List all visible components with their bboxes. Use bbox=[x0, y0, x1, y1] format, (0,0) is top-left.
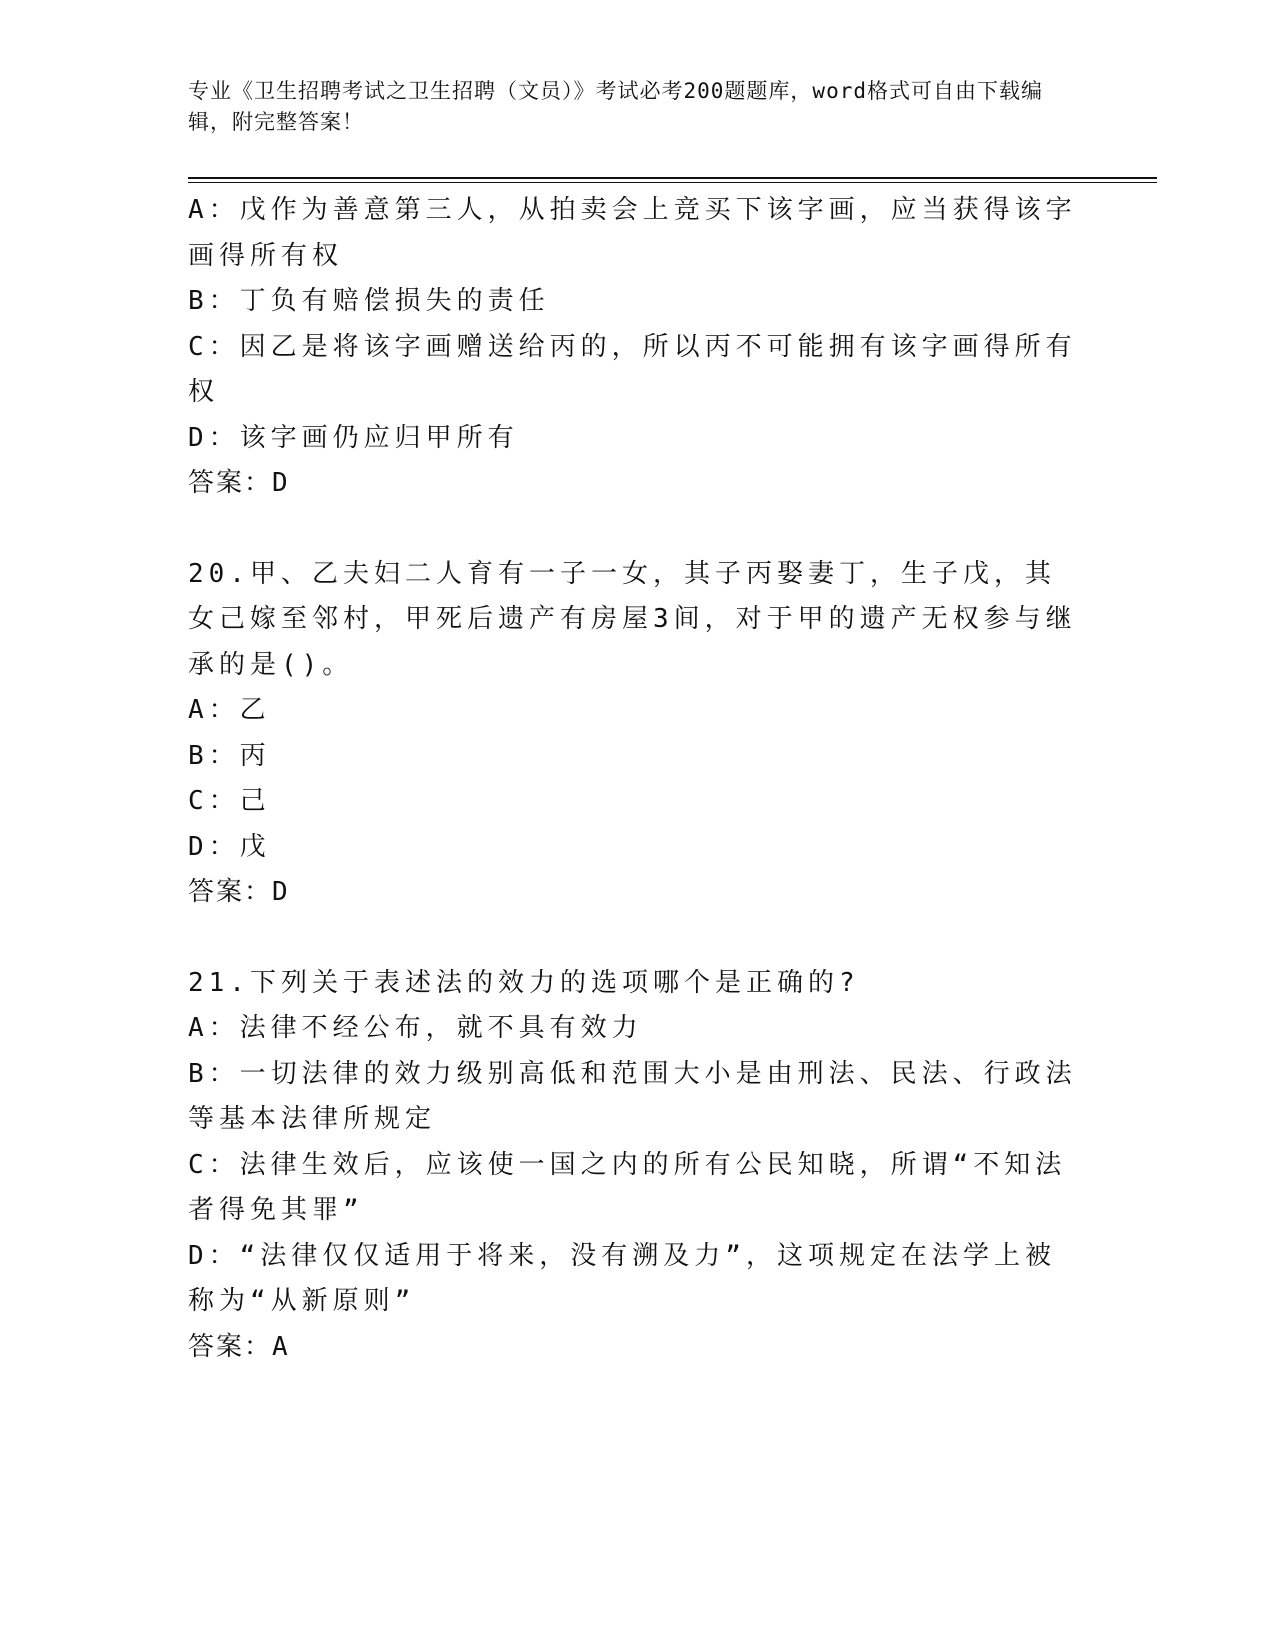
document-header: 专业《卫生招聘考试之卫生招聘（文员）》考试必考200题题库，word格式可自由下载编辑，附完整答案！ bbox=[188, 79, 1043, 134]
header-divider-thin bbox=[188, 182, 1157, 183]
question-21 bbox=[188, 961, 1078, 1371]
option-d: D：戊 bbox=[188, 831, 271, 862]
answer: 答案：D bbox=[188, 877, 290, 907]
question-19 bbox=[188, 188, 1078, 507]
question-text: 21.下列关于表述法的效力的选项哪个是正确的? bbox=[188, 967, 860, 998]
option-d: D：“法律仅仅适用于将来，没有溯及力”，这项规定在法学上被称为“从新原则” bbox=[188, 1240, 1056, 1316]
option-c: C：因乙是将该字画赠送给丙的，所以丙不可能拥有该字画得所有权 bbox=[188, 331, 1077, 407]
option-b: B：一切法律的效力级别高低和范围大小是由刑法、民法、行政法等基本法律所规定 bbox=[188, 1058, 1077, 1134]
option-c: C：己 bbox=[188, 786, 271, 816]
option-a: A：乙 bbox=[188, 695, 271, 725]
option-b: B：丙 bbox=[188, 740, 271, 771]
spacer bbox=[188, 916, 1078, 961]
option-b: B：丁负有赔偿损失的责任 bbox=[188, 286, 550, 316]
option-a: A：法律不经公布，就不具有效力 bbox=[188, 1013, 643, 1043]
question-text: 20.甲、乙夫妇二人育有一子一女，其子丙娶妻丁，生子戊，其女己嫁至邻村，甲死后遗产有房屋3间，对于甲的遗产无权参与继承的是()。 bbox=[188, 558, 1077, 680]
header-divider-thick bbox=[188, 177, 1157, 179]
question-20 bbox=[188, 552, 1078, 916]
option-d: D：该字画仍应归甲所有 bbox=[188, 422, 519, 453]
spacer bbox=[188, 507, 1078, 552]
answer: 答案：D bbox=[188, 468, 290, 498]
option-a: A：戊作为善意第三人，从拍卖会上竞买下该字画，应当获得该字画得所有权 bbox=[188, 195, 1077, 271]
answer: 答案：A bbox=[188, 1331, 290, 1362]
question-content bbox=[188, 188, 1078, 1370]
option-c: C：法律生效后，应该使一国之内的所有公民知晓，所谓“不知法者得免其罪” bbox=[188, 1149, 1067, 1225]
